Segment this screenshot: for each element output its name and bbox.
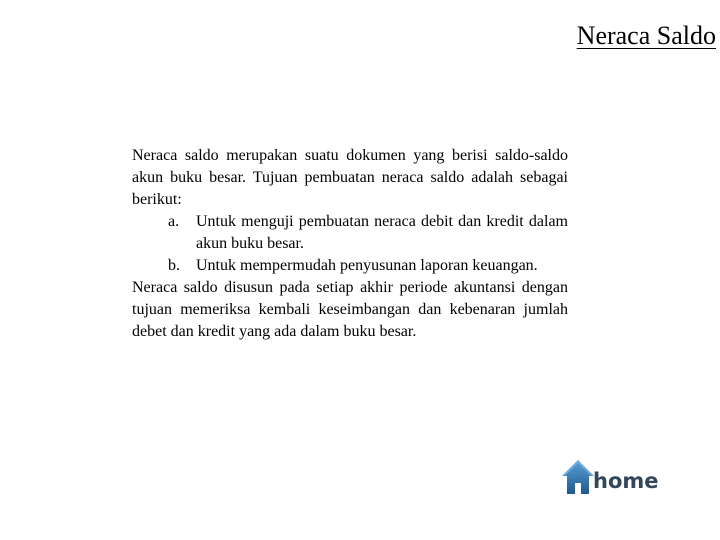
house-icon xyxy=(561,458,595,496)
list-item-text: Untuk mempermudah penyusunan laporan keuangan. xyxy=(196,257,538,274)
slide-title: Neraca Saldo xyxy=(576,21,716,50)
list-item xyxy=(168,211,568,255)
list-marker: a. xyxy=(168,213,180,230)
closing-paragraph: Neraca saldo disusun pada setiap akhir periode akuntansi dengan tujuan memeriksa kembali keseimbangan dan kebenaran jumlah debet dan kredit yang ada dalam buku besar. xyxy=(132,279,568,340)
list-item xyxy=(168,255,568,277)
home-label: home xyxy=(593,469,659,493)
purpose-list xyxy=(132,211,568,277)
intro-paragraph: Neraca saldo merupakan suatu dokumen yang berisi saldo-saldo akun buku besar. Tujuan pembuatan neraca saldo adalah sebagai berikut: xyxy=(132,147,568,208)
list-item-text: Untuk menguji pembuatan neraca debit dan kredit dalam akun buku besar. xyxy=(196,213,568,252)
home-button[interactable] xyxy=(561,458,657,498)
body-text xyxy=(132,145,568,343)
list-marker: b. xyxy=(168,257,180,274)
